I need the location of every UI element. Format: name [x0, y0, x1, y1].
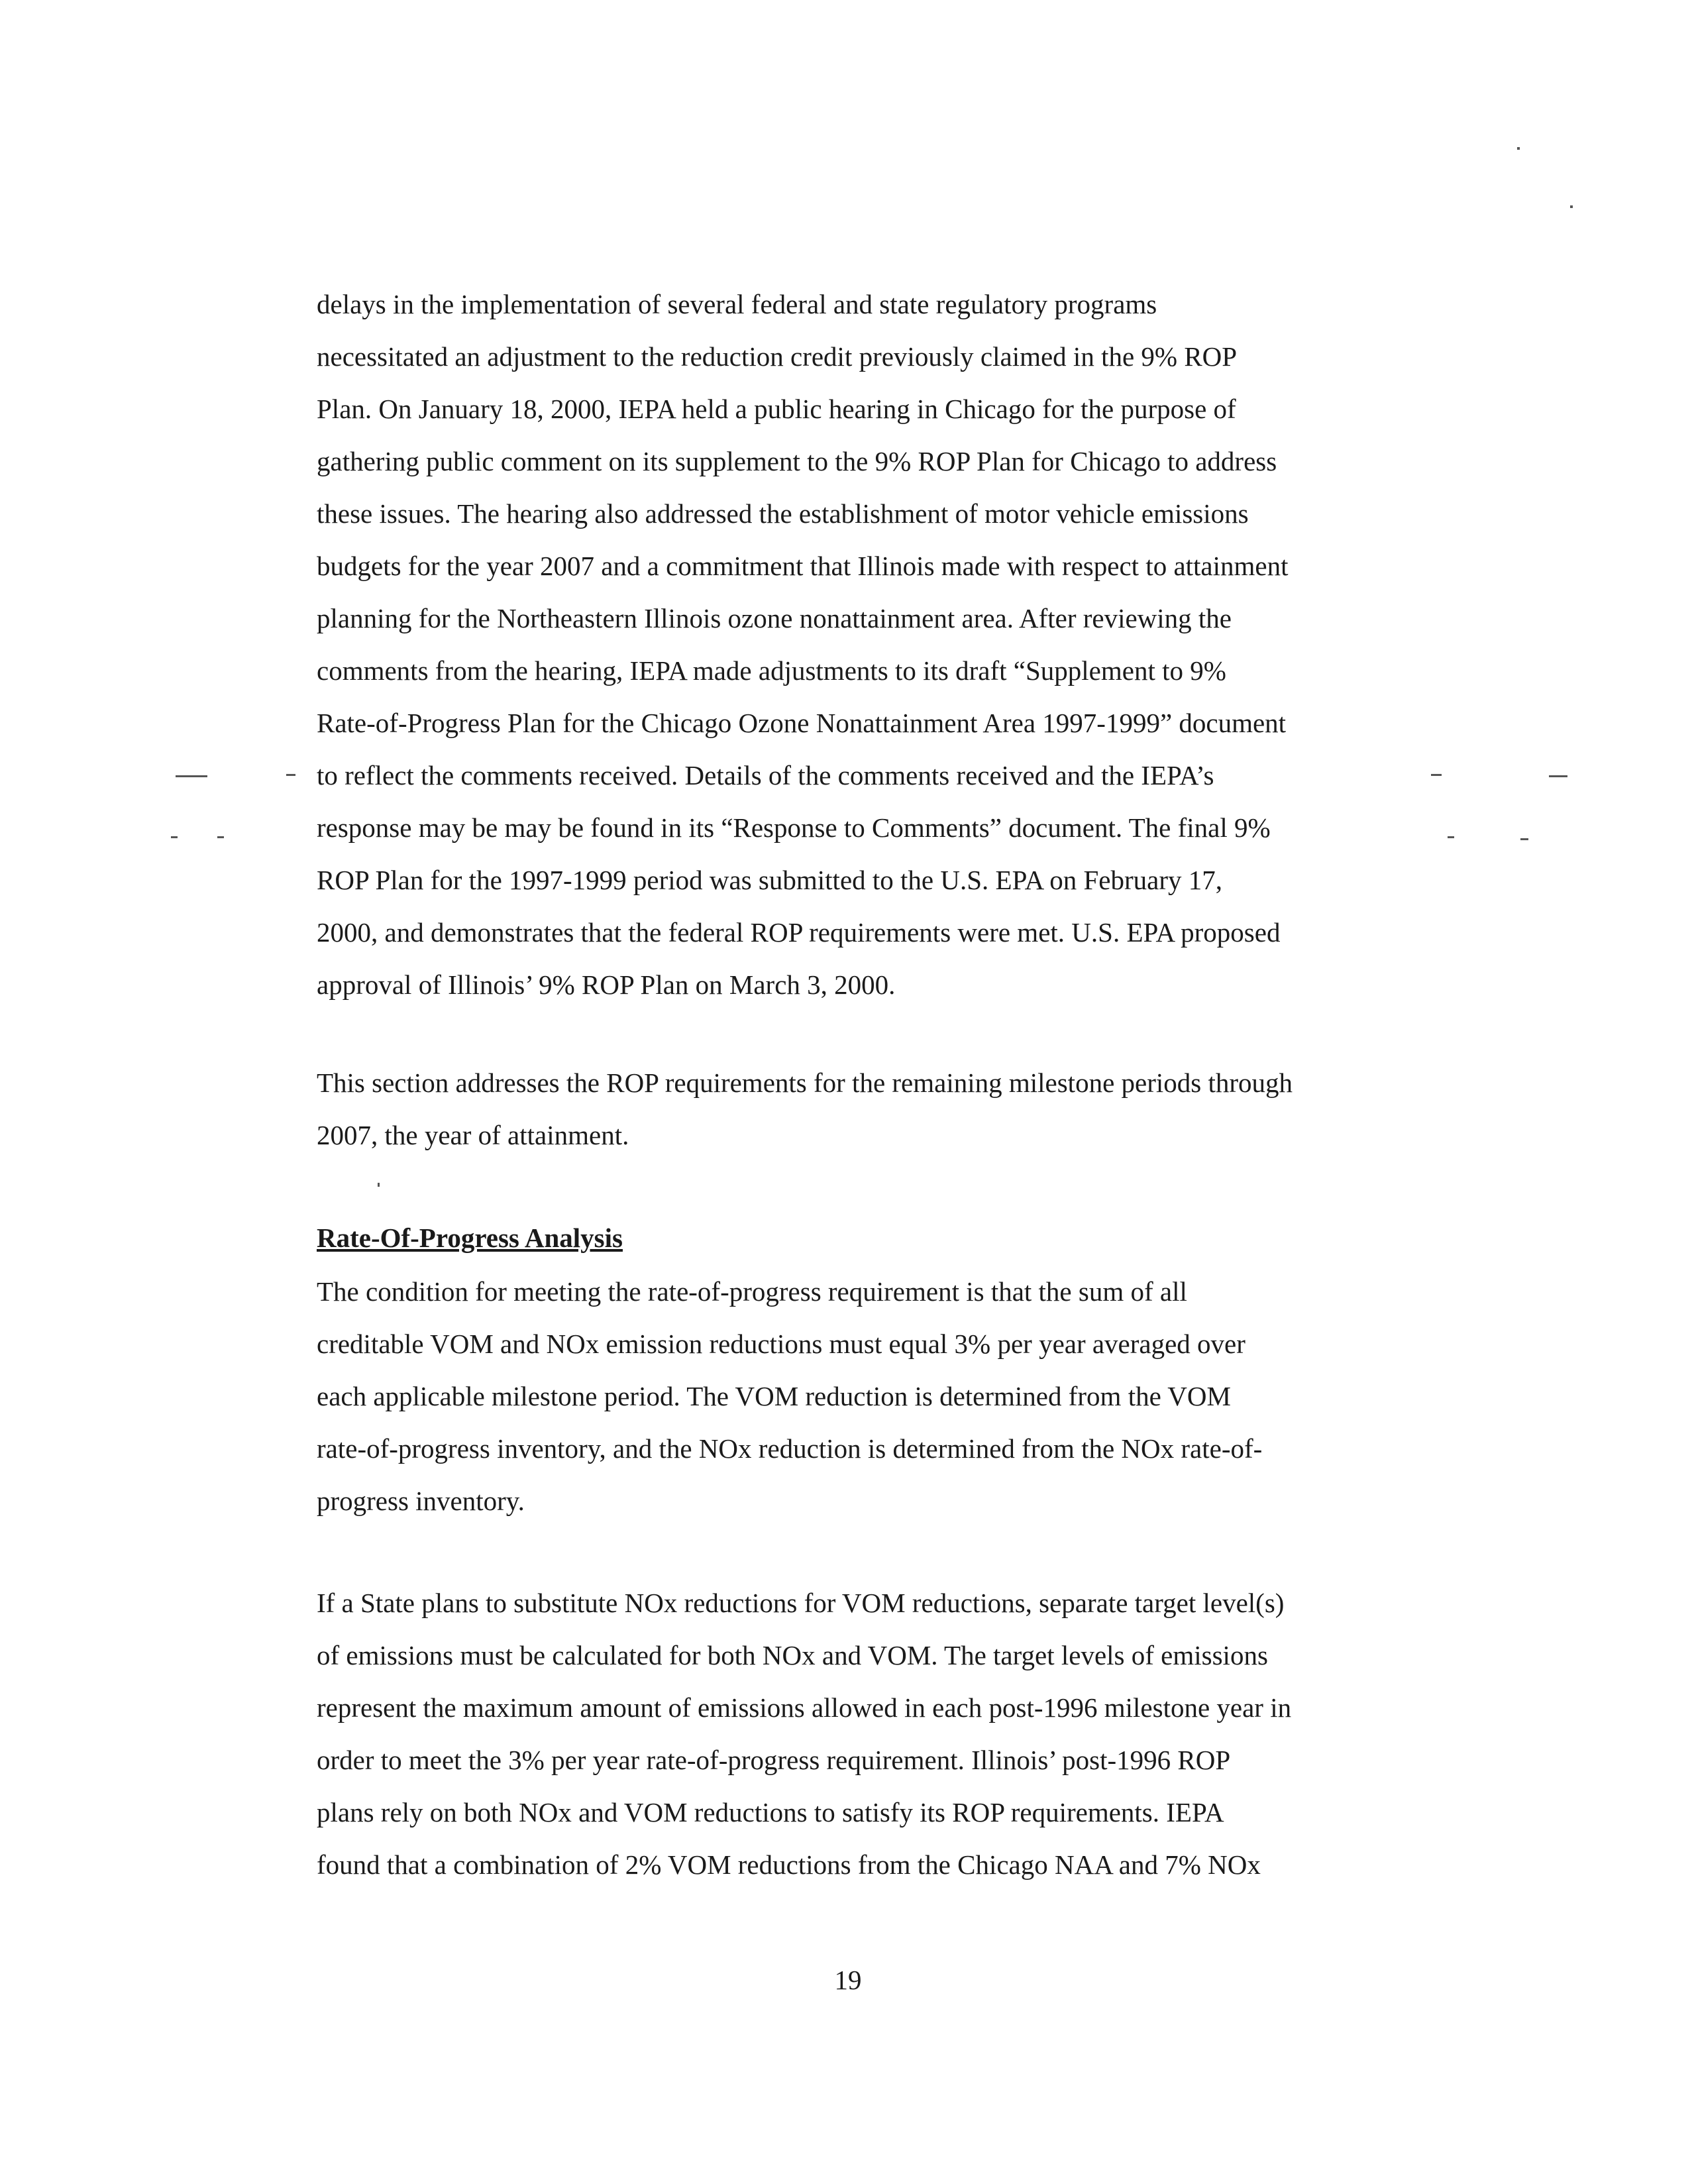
text-line: If a State plans to substitute NOx reductions for VOM reductions, separate target level(s) [317, 1588, 1285, 1618]
section-heading: Rate-Of-Progress Analysis [317, 1223, 623, 1253]
text-line: each applicable milestone period. The VOM reduction is determined from the VOM [317, 1381, 1231, 1411]
text-line: delays in the implementation of several federal and state regulatory programs [317, 289, 1157, 319]
text-line: The condition for meeting the rate-of-progress requirement is that the sum of all [317, 1276, 1187, 1307]
text-line: approval of Illinois’ 9% ROP Plan on March 3, 2000. [317, 969, 896, 1000]
text-line: rate-of-progress inventory, and the NOx reduction is determined from the NOx rate-of- [317, 1433, 1263, 1464]
text-line: budgets for the year 2007 and a commitment that Illinois made with respect to attainment [317, 551, 1289, 581]
text-line: Plan. On January 18, 2000, IEPA held a public hearing in Chicago for the purpose of [317, 394, 1236, 424]
paragraph-section-scope [317, 1057, 1443, 1162]
scan-speck [171, 836, 178, 838]
text-line: response may be may be found in its “Response to Comments” document. The final 9% [317, 812, 1271, 843]
paragraph-rop-condition [317, 1266, 1443, 1527]
scan-speck [286, 774, 295, 776]
scan-speck [1570, 205, 1573, 208]
text-line: of emissions must be calculated for both NOx and VOM. The target levels of emissions [317, 1640, 1268, 1670]
text-line: necessitated an adjustment to the reduction credit previously claimed in the 9% ROP [317, 341, 1238, 372]
text-line: these issues. The hearing also addressed the establishment of motor vehicle emissions [317, 498, 1249, 529]
text-line: 2007, the year of attainment. [317, 1120, 629, 1150]
text-line: represent the maximum amount of emissions allowed in each post-1996 milestone year in [317, 1692, 1292, 1723]
scan-speck [176, 775, 207, 777]
text-line: ROP Plan for the 1997-1999 period was submitted to the U.S. EPA on February 17, [317, 865, 1222, 895]
page-number: 19 [834, 1965, 862, 1995]
scan-speck [1448, 836, 1454, 838]
scan-speck [1549, 775, 1567, 777]
text-line: plans rely on both NOx and VOM reductions to satisfy its ROP requirements. IEPA [317, 1797, 1224, 1828]
scan-speck [378, 1183, 380, 1187]
text-line: creditable VOM and NOx emission reductions must equal 3% per year averaged over [317, 1329, 1246, 1359]
text-line: to reflect the comments received. Details of the comments received and the IEPA’s [317, 760, 1214, 791]
text-line: This section addresses the ROP requirements for the remaining milestone periods through [317, 1067, 1293, 1098]
text-line: found that a combination of 2% VOM reductions from the Chicago NAA and 7% NOx [317, 1849, 1261, 1880]
paragraph-rop-history [317, 278, 1443, 1011]
scan-speck [217, 836, 224, 838]
text-line: progress inventory. [317, 1486, 525, 1516]
scan-speck [1431, 774, 1442, 776]
text-line: Rate-of-Progress Plan for the Chicago Ozone Nonattainment Area 1997-1999” document [317, 708, 1287, 738]
text-line: planning for the Northeastern Illinois ozone nonattainment area. After reviewing the [317, 603, 1232, 633]
text-line: gathering public comment on its supplement to the 9% ROP Plan for Chicago to address [317, 446, 1277, 476]
scan-speck [1517, 147, 1520, 150]
text-line: 2000, and demonstrates that the federal ROP requirements were met. U.S. EPA proposed [317, 917, 1281, 948]
text-line: comments from the hearing, IEPA made adjustments to its draft “Supplement to 9% [317, 655, 1226, 686]
scan-speck [1520, 838, 1528, 840]
paragraph-nox-substitution [317, 1577, 1443, 1891]
text-line: order to meet the 3% per year rate-of-progress requirement. Illinois’ post-1996 ROP [317, 1745, 1231, 1775]
